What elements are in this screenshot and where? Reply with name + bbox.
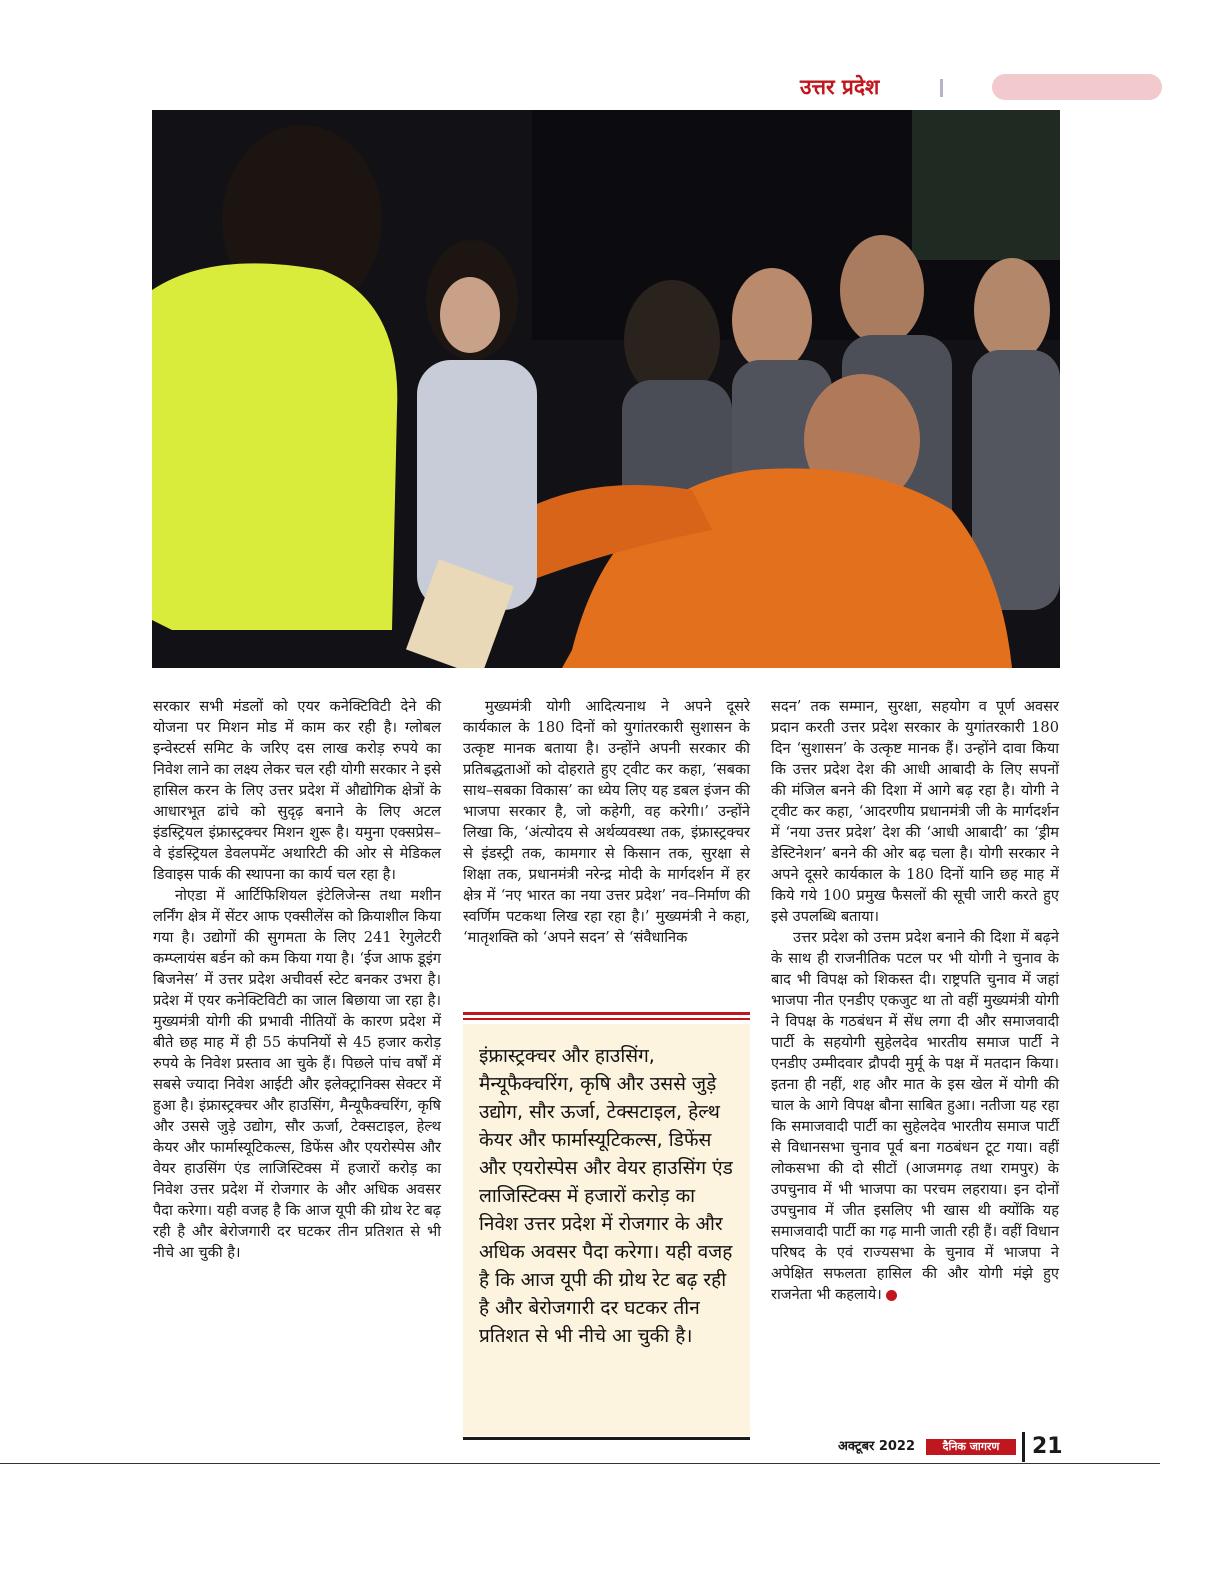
photo-image xyxy=(152,110,1060,668)
footer-brand-logo: दैनिक जागरण xyxy=(926,1439,1016,1455)
section-title: उत्तर प्रदेश xyxy=(800,75,880,99)
footer-rule xyxy=(0,1463,1160,1464)
footer-divider xyxy=(1022,1432,1025,1462)
paragraph: नोएडा में आर्टिफिशियल इंटेलिजेन्स तथा मशीन लर्निंग क्षेत्र में सेंटर आफ एक्सीलेंस को क्रियाशील किया गया है। उद्योगों की सुगमता के लिए 241 रेगुलेटरी कम्प्लायंस बर्डन को कम किया गया है। ‘ईज आफ डूइंग बिजनेस’ में उत्तर प्रदेश अचीवर्स स्टेट बनकर उभरा है। प्रदेश में एयर कनेक्टिविटी का जाल बिछाया जा रहा है। मुख्यमंत्री योगी की प्रभावी नीतियों के कारण प्रदेश में बीते छह माह में ही 55 कंपनियों से 45 हजार करोड़ रुपये के निवेश प्रस्ताव आ चुके हैं। पिछले पांच वर्षों में सबसे ज्यादा निवेश आईटी और इलेक्ट्रानिक्स सेक्टर में हुआ है। इंफ्रास्ट्रक्चर और हाउसिंग, मैन्यूफैक्चरिंग, कृषि और उससे जुड़े उद्योग, सौर ऊर्जा, टेक्सटाइल, हेल्थ केयर और फार्मास्यूटिकल्स, डिफेंस और एयरोस्पेस और वेयर हाउसिंग एंड लाजिस्टिक्स में हजारों करोड़ का निवेश उत्तर प्रदेश में रोजगार के और अधिक अवसर पैदा करेगा। यही वजह है कि आज यूपी की ग्रोथ रेट बढ़ रही है और बेरोजगारी दर घटकर तीन प्रतिशत से भी नीचे आ चुकी है। xyxy=(153,887,441,1261)
header-divider xyxy=(940,79,943,97)
pull-quote-bottom-rule xyxy=(463,1437,750,1440)
article-photo xyxy=(152,110,1060,668)
paragraph: सदन’ तक सम्मान, सुरक्षा, सहयोग व पूर्ण अवसर प्रदान करती उत्तर प्रदेश सरकार के युगांतरकारी 180 दिन ‘सुशासन’ के उत्कृष्ट मानक हैं। उन्होंने दावा किया कि उत्तर प्रदेश देश की आधी आबादी के लिए सपनों की मंजिल बनने की दिशा में आगे बढ़ रहा है। योगी ने ट्वीट कर कहा, ‘आदरणीय प्रधानमंत्री जी के मार्गदर्शन में ‘नया उत्तर प्रदेश’ देश की ‘आधी आबादी’ का ‘ड्रीम डेस्टिनेशन’ बनने की ओर बढ़ चला है। योगी सरकार ने अपने दूसरे कार्यकाल के 180 दिनों यानि छह माह में किये गये 100 प्रमुख फैसलों की सूची जारी करते हुए इसे उपलब्धि बताया। xyxy=(771,698,1059,925)
article-column-1 xyxy=(153,696,441,1263)
paragraph: मुख्यमंत्री योगी आदित्यनाथ ने अपने दूसरे कार्यकाल के 180 दिनों को युगांतरकारी सुशासन के उत्कृष्ट मानक बताया है। उन्होंने अपनी सरकार की प्रतिबद्धताओं को दोहराते हुए ट्वीट कर कहा, ‘सबका साथ–सबका विकास’ का ध्येय लिए यह डबल इंजन की भाजपा सरकार है, जो कहेगी, वह करेगी।’ उन्होंने लिखा कि, ‘अंत्योदय से अर्थव्यवस्था तक, इंफ्रास्ट्रक्चर से इंडस्ट्री तक, कामगार से किसान तक, सुरक्षा से शिक्षा तक, प्रधानमंत्री नरेन्द्र मोदी के मार्गदर्शन में हर क्षेत्र में ‘नए भारत का नया उत्तर प्रदेश’ नव–निर्माण की स्वर्णिम पटकथा लिख रहा रहा है।’ मुख्यमंत्री ने कहा, ‘मातृशक्ति को ‘अपने सदन’ से ‘संवैधानिक xyxy=(463,698,750,946)
paragraph-text: उत्तर प्रदेश को उत्तम प्रदेश बनाने की दिशा में बढ़ने के साथ ही राजनीतिक पटल पर भी योगी ने चुनाव के बाद भी विपक्ष को शिकस्त दी। राष्ट्रपति चुनाव में जहां भाजपा नीत एनडीए एकजुट था तो वहीं मुख्यमंत्री योगी ने विपक्ष के गठबंधन में सेंध लगा दी और समाजवादी पार्टी के सहयोगी सुहेलदेव भारतीय समाज पार्टी ने एनडीए उम्मीदवार द्रौपदी मुर्मू के पक्ष में मतदान किया। इतना ही नहीं, शह और मात के इस खेल में योगी की चाल के आगे विपक्ष बौना साबित हुआ। नतीजा यह रहा कि समाजवादी पार्टी का सुहेलदेव भारतीय समाज पार्टी से विधानसभा चुनाव पूर्व बना गठबंधन टूट गया। वहीं लोकसभा की दो सीटों (आजमगढ़ तथा रामपुर) के उपचुनाव में भी भाजपा का परचम लहराया। इन दोनों उपचुनाव में जीत इसलिए भी खास थी क्योंकि यह समाजवादी पार्टी का गढ़ मानी जाती रही हैं। वहीं विधान परिषद के एवं राज्यसभा के चुनाव में भाजपा ने अपेक्षित सफलता हासिल की और योगी मंझे हुए राजनेता भी कहलाये। xyxy=(771,929,1059,1303)
article-column-2 xyxy=(463,696,750,948)
page-number: 21 xyxy=(1032,1434,1063,1459)
footer-date: अक्टूबर 2022 xyxy=(838,1439,916,1454)
header-pill-decoration xyxy=(992,74,1162,100)
pull-quote-box xyxy=(463,1024,750,1436)
article-column-3 xyxy=(771,696,1059,1305)
paragraph: सरकार सभी मंडलों को एयर कनेक्टिविटी देने की योजना पर मिशन मोड में काम कर रही है। ग्लोबल इन्वेस्टर्स समिट के जरिए दस लाख करोड़ रुपये का निवेश लाने का लक्ष्य लेकर चल रही योगी सरकार ने इसे हासिल करन के लिए उत्तर प्रदेश में औद्योगिक क्षेत्रों के आधारभूत ढांचे को सुदृढ़ बनाने के लिए अटल इंडस्ट्रियल इंफ्रास्ट्रक्चर मिशन शुरू है। यमुना एक्सप्रेस–वे इंडस्ट्रियल डेवलपमेंट अथारिटी की ओर से मेडिकल डिवाइस पार्क की स्थापना का कार्य चल रहा है। xyxy=(153,698,441,883)
pull-quote-top-rule xyxy=(463,1012,750,1020)
pull-quote-text: इंफ्रास्ट्रक्चर और हाउसिंग, मैन्यूफैक्चरिंग, कृषि और उससे जुड़े उद्योग, सौर ऊर्जा, टेक्सटाइल, हेल्थ केयर और फार्मास्यूटिकल्स, डिफेंस और एयरोस्पेस और वेयर हाउसिंग एंड लाजिस्टिक्स में हजारों करोड़ का निवेश उत्तर प्रदेश में रोजगार के और अधिक अवसर पैदा करेगा। यही वजह है कि आज यूपी की ग्रोथ रेट बढ़ रही है और बेरोजगारी दर घटकर तीन प्रतिशत से भी नीचे आ चुकी है। xyxy=(479,1045,733,1347)
paragraph-last xyxy=(771,927,1059,1305)
end-mark-icon xyxy=(886,1290,897,1301)
